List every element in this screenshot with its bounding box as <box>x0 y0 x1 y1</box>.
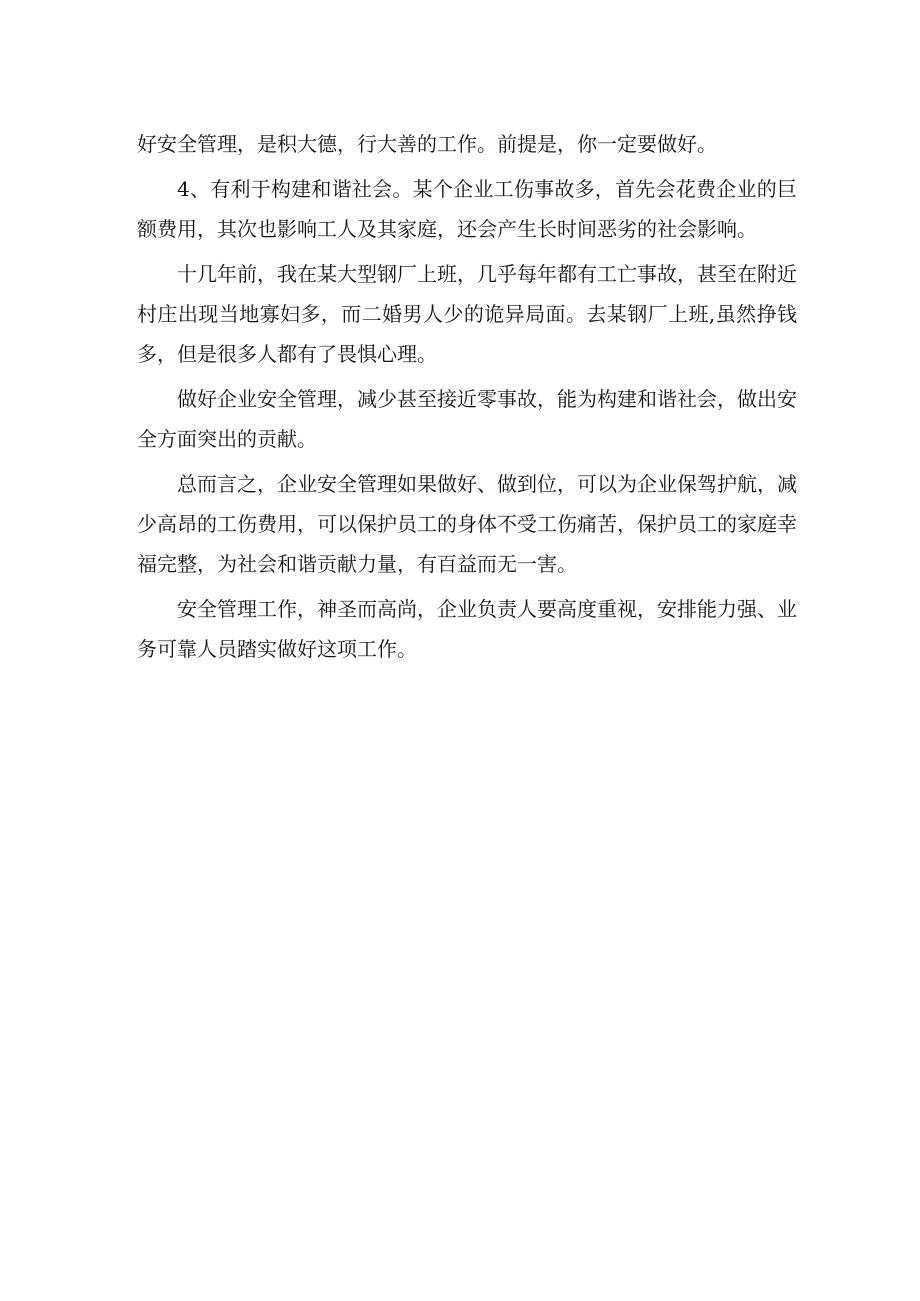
paragraph-summary: 总而言之，企业安全管理如果做好、做到位，可以为企业保驾护航，减少高昂的工伤费用，可以保护员工的身体不受工伤痛苦，保护员工的家庭幸福完整，为社会和谐贡献力量，有百益而无一害。 <box>137 472 797 576</box>
document-body <box>137 124 797 669</box>
paragraph-conclusion: 安全管理工作，神圣而高尚，企业负责人要高度重视，安排能力强、业务可靠人员踏实做好这项工作。 <box>137 597 797 661</box>
paragraph-zero-accidents: 做好企业安全管理，减少甚至接近零事故，能为构建和谐社会，做出安全方面突出的贡献。 <box>137 387 797 451</box>
paragraph-harmonious-society: 4、有利于构建和谐社会。某个企业工伤事故多，首先会花费企业的巨额费用，其次也影响工人及其家庭，还会产生长时间恶劣的社会影响。 <box>137 177 797 241</box>
paragraph-steel-plant-story: 十几年前，我在某大型钢厂上班，几乎每年都有工亡事故，甚至在附近村庄出现当地寡妇多，而二婚男人少的诡异局面。去某钢厂上班,虽然挣钱多，但是很多人都有了畏惧心理。 <box>137 262 797 366</box>
paragraph-continuation: 好安全管理，是积大德，行大善的工作。前提是，你一定要做好。 <box>137 132 717 156</box>
